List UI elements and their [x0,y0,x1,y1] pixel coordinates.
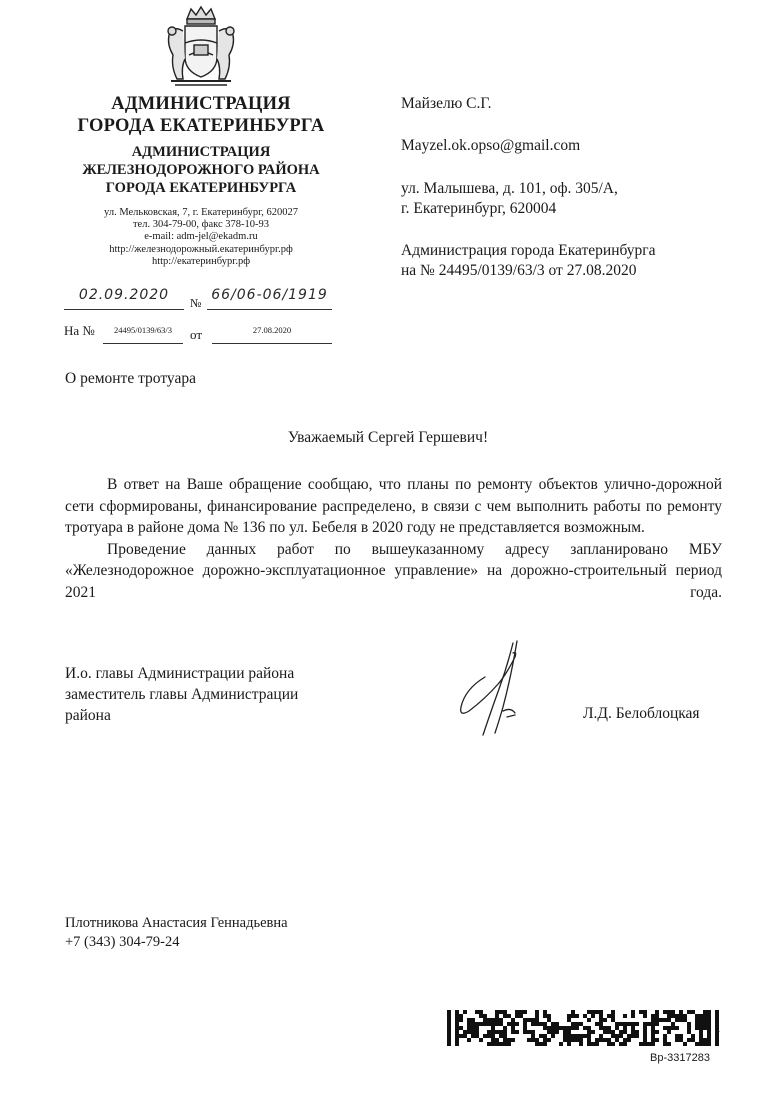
recipient-address-line-1: ул. Малышева, д. 101, оф. 305/А, [401,180,618,197]
sender-department [60,143,342,197]
recipient-name: Майзелю С.Г. [401,95,492,112]
executor-info [65,914,288,952]
sender-organization [60,93,342,137]
registration-number-label: № [190,296,202,310]
reference-label: На № [64,323,95,338]
handwritten-signature [455,637,535,742]
sender-site-1: http://железнодорожный.екатеринбург.рф [109,243,293,255]
sender-contacts [60,207,342,268]
reference-number: 24495/0139/63/3 [103,325,183,344]
sender-address: ул. Мельковская, 7, г. Екатеринбург, 620027 [104,207,298,218]
body-paragraph-1: В ответ на Ваше обращение сообщаю, что планы по ремонту объектов улично-дорожной сети сформированы, финансирование распределено, в связи с чем выполнить работы по ремонту тротуара в районе дома № 136 по ул. Бебеля в 2020 году не представляется возможным. [65,476,722,536]
letter-subject: О ремонте тротуара [65,370,196,387]
sender-email: e-mail: adm-jel@ekadm.ru [144,231,258,243]
reference-from-label: от [190,327,203,342]
document-code: Вр-3317283 [650,1052,710,1064]
recipient-reference [401,241,656,281]
signatory-title [65,663,298,726]
body-paragraph-2: Проведение данных работ по вышеуказанному адресу запланировано МБУ «Железнодорожное дорожно-эксплуатационное управление» на дорожно-строительный период 2021 года. [65,540,722,601]
signer-name: Л.Д. Белоблоцкая [583,705,700,722]
recipient-ref-line-2: на № 24495/0139/63/3 от 27.08.2020 [401,262,637,279]
executor-phone: +7 (343) 304-79-24 [65,934,180,950]
sender-site-2: http://екатеринбург.рф [151,255,251,267]
recipient-ref-line-1: Администрация города Екатеринбурга [401,242,656,259]
letter-greeting: Уважаемый Сергей Гершевич! [287,429,489,446]
coat-of-arms-icon [163,5,239,87]
signatory-title-line-2: заместитель главы Администрации [65,686,299,703]
dept-line-1: АДМИНИСТРАЦИЯ [131,144,271,160]
signatory-title-line-3: района [65,707,111,724]
letter-body [65,474,722,603]
org-line-2: ГОРОДА ЕКАТЕРИНБУРГА [77,116,325,136]
executor-name: Плотникова Анастасия Геннадьевна [65,915,288,931]
recipient-address [401,179,618,219]
signatory-title-line-1: И.о. главы Администрации района [65,665,295,682]
recipient-address-line-2: г. Екатеринбург, 620004 [401,200,557,217]
org-line-1: АДМИНИСТРАЦИЯ [111,94,291,114]
registration-number: 66/06-06/1919 [207,287,332,310]
reference-date: 27.08.2020 [212,325,332,344]
dept-line-3: ГОРОДА ЕКАТЕРИНБУРГА [105,180,297,196]
sender-phone: тел. 304-79-00, факс 378-10-93 [132,219,270,231]
barcode-mark: · [717,1026,721,1038]
2d-barcode [447,1010,719,1046]
dept-line-2: ЖЕЛЕЗНОДОРОЖНОГО РАЙОНА [82,162,320,178]
recipient-email: Mayzel.ok.opso@gmail.com [401,137,581,154]
registration-date: 02.09.2020 [64,287,184,310]
